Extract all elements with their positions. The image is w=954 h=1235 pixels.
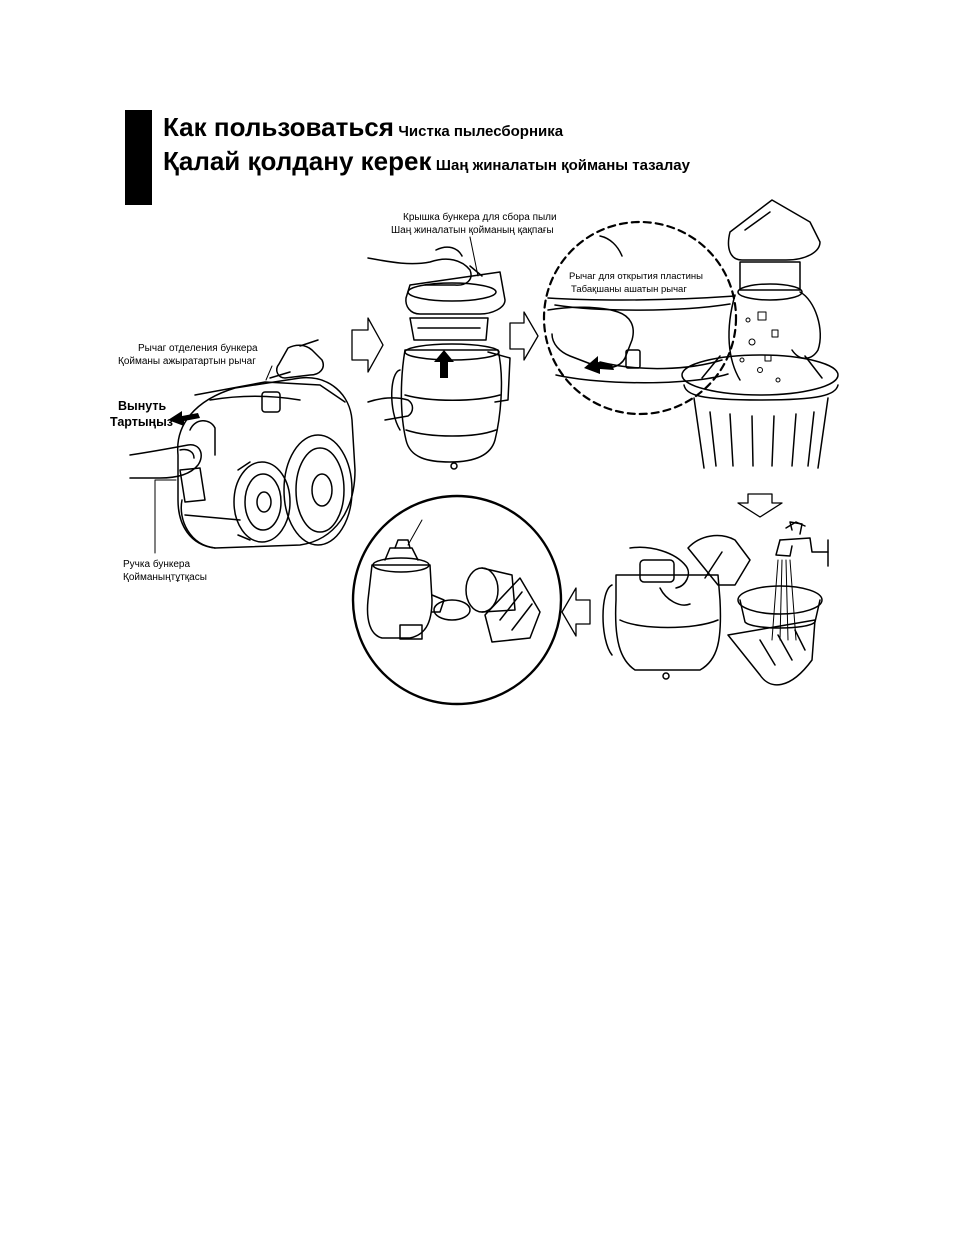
emptying-into-trash-drawing bbox=[682, 200, 838, 468]
title-kz-text: Қалай қолдану керек bbox=[163, 146, 432, 176]
reassembly-detail-drawing bbox=[353, 496, 561, 704]
block-arrow-left bbox=[562, 588, 590, 636]
block-arrow-down bbox=[738, 494, 782, 517]
block-arrow-right bbox=[352, 318, 383, 372]
lift-arrow-up bbox=[434, 350, 454, 378]
pull-arrow-left bbox=[584, 356, 614, 374]
label-cover-ru: Крышка бункера для сбора пыли bbox=[403, 212, 557, 223]
label-handle-ru: Ручка бункера bbox=[123, 559, 191, 570]
label-handle-kz: Қойманыңтұтқасы bbox=[123, 572, 207, 583]
label-release-lever-ru: Рычаг отделения бункера bbox=[138, 343, 258, 354]
plate-lever-detail-drawing bbox=[544, 222, 736, 414]
label-pull-ru: Вынуть bbox=[118, 399, 167, 413]
label-cover-kz: Шаң жиналатын қойманың қақпағы bbox=[391, 225, 554, 236]
label-plate-lever-kz: Табақшаны ашатын рычаг bbox=[571, 284, 687, 295]
title-ru-text: Как пользоваться bbox=[163, 112, 394, 142]
label-plate-lever-ru: Рычаг для открытия пластины bbox=[569, 271, 703, 282]
label-release-lever-kz: Қойманы ажыратартын рычаг bbox=[118, 356, 256, 367]
subtitle-ru-text: Чистка пылесборника bbox=[398, 123, 564, 140]
washing-parts-drawing bbox=[603, 522, 828, 685]
label-pull-kz: Тартыңыз bbox=[110, 415, 173, 429]
vacuum-cleaner-drawing bbox=[130, 340, 355, 548]
block-arrow-right bbox=[510, 312, 538, 360]
subtitle-kz-text: Шаң жиналатын қойманы тазалау bbox=[435, 157, 690, 174]
